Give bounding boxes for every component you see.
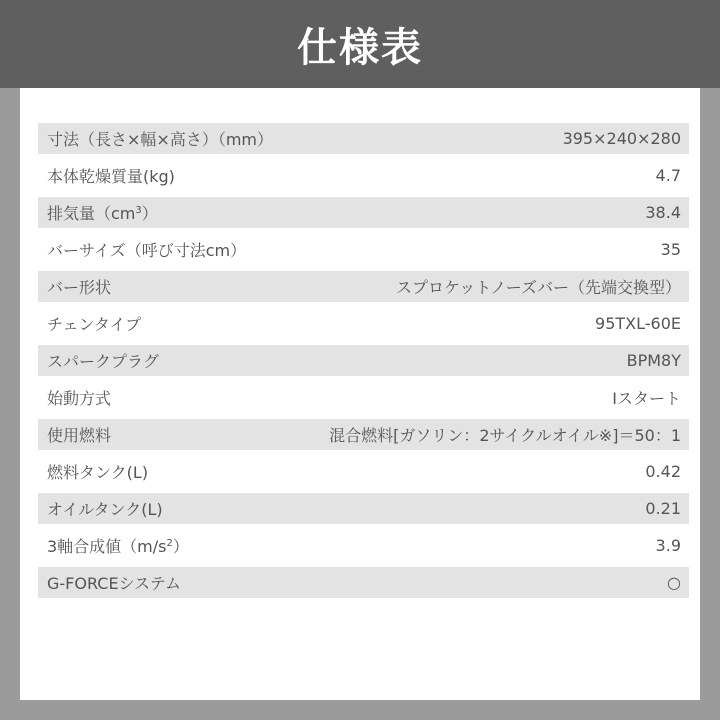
spec-value: スプロケットノーズバー（先端交換型） [396, 278, 681, 297]
page-header [0, 0, 720, 88]
spec-label-end: ） [141, 204, 158, 223]
spec-label [47, 201, 158, 224]
page-title: 仕様表 [297, 24, 423, 71]
spec-label: バー形状 [47, 278, 112, 297]
spec-row-bar-shape [38, 271, 689, 302]
spec-label: 本体乾燥質量(kg) [47, 167, 175, 186]
spec-label-superscript: 2 [166, 538, 173, 549]
spec-value: BPM8Y [626, 351, 681, 370]
spec-row-vibration [38, 530, 689, 561]
spec-label: 使用燃料 [47, 426, 112, 445]
spec-label: スパークプラグ [47, 352, 160, 371]
spec-label-main: 排気量（cm [47, 204, 136, 223]
spec-label: 燃料タンク(L) [47, 463, 149, 482]
spec-row-fuel-tank [38, 456, 689, 487]
spec-value: 0.42 [645, 462, 681, 481]
spec-value: 0.21 [645, 499, 681, 518]
spec-row-start-method [38, 382, 689, 413]
spec-value: 38.4 [645, 203, 681, 222]
spec-label-end: ） [172, 537, 189, 556]
spec-value: 4.7 [655, 166, 681, 185]
spec-panel [20, 88, 700, 700]
spec-row-spark-plug [38, 345, 689, 376]
spec-label: 寸法（長さ×幅×高さ）（mm） [47, 130, 273, 149]
spec-value: 395×240×280 [562, 129, 681, 148]
spec-label [47, 534, 189, 557]
spec-value: 混合燃料[ガソリン：2サイクルオイル※]＝50：1 [329, 426, 681, 445]
spec-value: Iスタート [612, 389, 681, 408]
spec-value: 3.9 [655, 536, 681, 555]
spec-value: 35 [660, 240, 681, 259]
spec-label: G-FORCEシステム [47, 574, 181, 593]
spec-row-bar-size [38, 234, 689, 265]
spec-value: 95TXL-60E [595, 314, 681, 333]
spec-label: オイルタンク(L) [47, 500, 163, 519]
spec-row-oil-tank [38, 493, 689, 524]
spec-row-displacement [38, 197, 689, 228]
spec-row-dimensions [38, 123, 689, 154]
spec-value: ○ [667, 573, 681, 592]
spec-row-fuel [38, 419, 689, 450]
spec-label: バーサイズ（呼び寸法cm） [47, 241, 247, 260]
spec-row-chain-type [38, 308, 689, 339]
spec-label: チェンタイプ [47, 315, 142, 334]
spec-row-dry-weight [38, 160, 689, 191]
spec-label: 始動方式 [47, 389, 112, 408]
spec-row-g-force [38, 567, 689, 598]
spec-label-main: 3軸合成値（m/s [47, 537, 167, 556]
spec-label-superscript: 3 [135, 205, 142, 216]
spec-table [38, 123, 689, 604]
